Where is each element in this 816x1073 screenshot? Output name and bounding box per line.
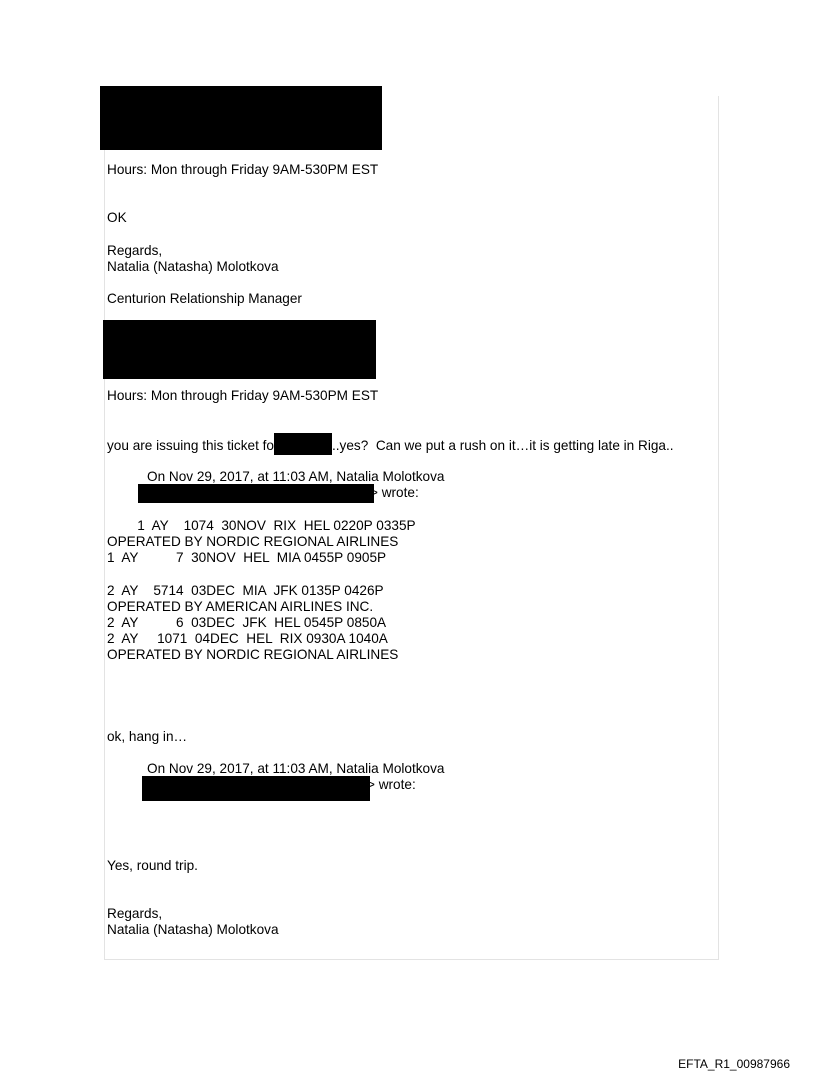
quote-wrote: > wrote:	[370, 485, 419, 500]
itinerary-line: OPERATED BY NORDIC REGIONAL AIRLINES	[107, 647, 399, 662]
message-text: ok, hang in…	[107, 729, 188, 744]
signature-title: Centurion Relationship Manager	[107, 291, 302, 306]
itinerary-line: OPERATED BY NORDIC REGIONAL AIRLINES	[107, 534, 399, 549]
regards-text: Regards,	[107, 243, 163, 258]
regards-text: Regards,	[107, 906, 163, 921]
quote-header: On Nov 29, 2017, at 11:03 AM, Natalia Molotkova	[147, 761, 445, 776]
message-text: you are issuing this ticket fo	[107, 438, 274, 453]
signature-name: Natalia (Natasha) Molotkova	[107, 259, 279, 274]
hours-text: Hours: Mon through Friday 9AM-530PM EST	[107, 162, 379, 177]
itinerary-line: 1 AY 7 30NOV HEL MIA 0455P 0905P	[107, 550, 387, 565]
redaction-block	[138, 484, 374, 503]
signature-name: Natalia (Natasha) Molotkova	[107, 922, 279, 937]
redaction-block	[100, 86, 382, 150]
itinerary-line: OPERATED BY AMERICAN AIRLINES INC.	[107, 599, 374, 614]
bates-number: EFTA_R1_00987966	[678, 1057, 790, 1071]
quote-header: On Nov 29, 2017, at 11:03 AM, Natalia Molotkova	[147, 469, 445, 484]
itinerary-line: 2 AY 1071 04DEC HEL RIX 0930A 1040A	[107, 631, 388, 646]
ok-text: OK	[107, 210, 127, 225]
quote-wrote: > wrote:	[367, 777, 416, 792]
hours-text: Hours: Mon through Friday 9AM-530PM EST	[107, 388, 379, 403]
itinerary-line: 2 AY 6 03DEC JFK HEL 0545P 0850A	[107, 615, 387, 630]
message-text: Yes, round trip.	[107, 858, 198, 873]
redaction-block	[103, 320, 376, 379]
itinerary-line: 1 AY 1074 30NOV RIX HEL 0220P 0335P	[107, 518, 416, 533]
redaction-block	[142, 776, 370, 801]
itinerary-line: 2 AY 5714 03DEC MIA JFK 0135P 0426P	[107, 583, 384, 598]
message-text: ..yes? Can we put a rush on it…it is getting late in Riga..	[332, 438, 674, 453]
redaction-block	[274, 433, 332, 455]
